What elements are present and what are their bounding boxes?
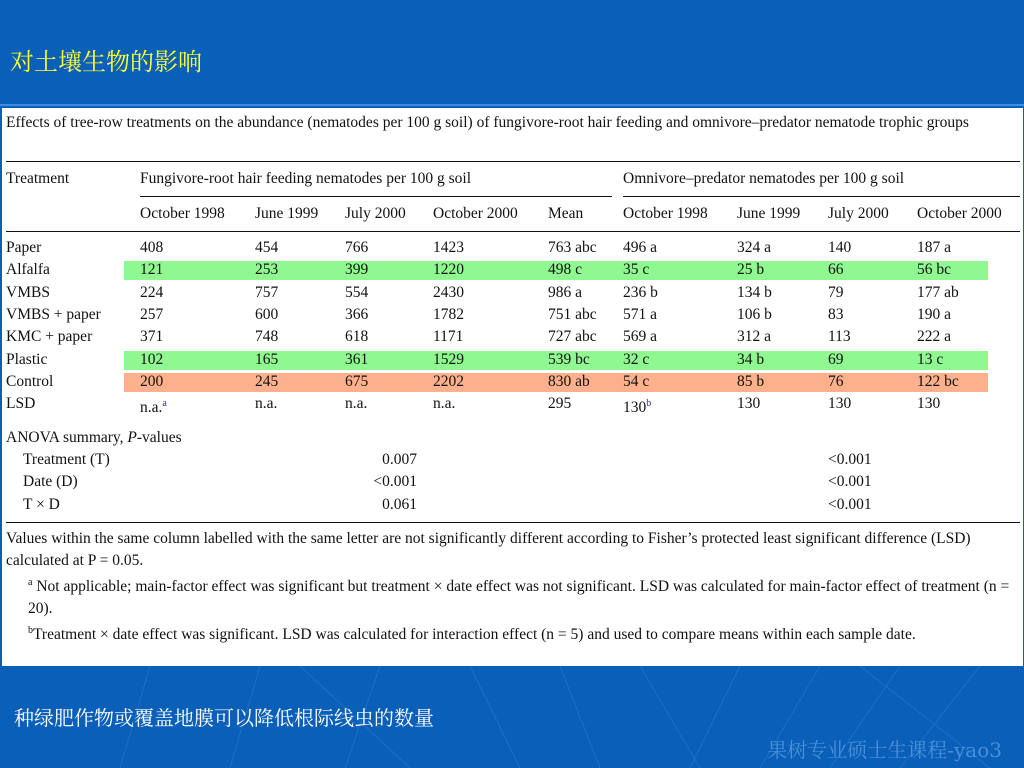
table-cell: 312 a <box>737 328 772 346</box>
table-cell: 766 <box>345 239 369 256</box>
table-cell: 408 <box>140 239 164 256</box>
table-cell: 571 a <box>623 305 658 323</box>
lsd-value: n.a.$^a$ <box>140 398 167 416</box>
table-cell: 763 abc <box>548 239 597 256</box>
table-cell: 257 <box>140 305 164 323</box>
table-cell: 32 c <box>623 350 650 368</box>
table-cell: 496 a <box>623 239 658 256</box>
treatment-header: Treatment <box>6 170 70 187</box>
table-cell: 134 b <box>737 283 772 301</box>
row-treatment: KMC + paper <box>6 328 93 346</box>
omnivore-group-header: Omnivore–predator nematodes per 100 g soil <box>623 170 905 187</box>
table-cell: 399 <box>345 261 369 279</box>
footnote-a-link[interactable]: a <box>162 398 167 409</box>
table-cell: 69 <box>828 350 844 368</box>
table-panel <box>2 108 1023 666</box>
anova-title: ANOVA summary, P-values <box>6 429 182 446</box>
table-cell: 830 ab <box>548 372 590 390</box>
table-caption: Effects of tree-row treatments on the abundance (nematodes per 100 g soil) of fungivore-root hair feeding and omnivore–predator nematode trophic groups <box>6 114 969 131</box>
row-treatment: Paper <box>6 239 42 256</box>
table-cell: 1171 <box>433 328 464 346</box>
title-divider <box>0 104 1024 106</box>
table-cell: 79 <box>828 283 844 301</box>
header-bottom-rule <box>6 231 1020 232</box>
table-cell: 361 <box>345 350 369 368</box>
table-cell: 727 abc <box>548 328 597 346</box>
lsd-value: n.a. <box>433 395 456 412</box>
table-cell: 76 <box>828 372 844 390</box>
row-treatment: Control <box>6 372 54 390</box>
table-cell: 35 c <box>623 261 650 279</box>
row-treatment: VMBS <box>6 283 50 301</box>
table-cell: 2202 <box>433 372 464 390</box>
fungivore-group-header: Fungivore-root hair feeding nematodes per 100 g soil <box>140 170 472 187</box>
lsd-label: LSD <box>6 395 36 412</box>
table-cell: 498 c <box>548 261 583 279</box>
table-cell: 85 b <box>737 372 765 390</box>
column-header: October 2000 <box>433 205 518 222</box>
table-top-rule <box>6 161 1020 162</box>
row-treatment: Alfalfa <box>6 261 50 279</box>
anova-label: T × D <box>23 495 60 513</box>
table-cell: 83 <box>828 305 844 323</box>
table-cell: 200 <box>140 372 164 390</box>
table-cell: 140 <box>828 239 852 256</box>
lsd-value: n.a. <box>255 395 278 412</box>
table-cell: 25 b <box>737 261 765 279</box>
anova-omnivore-p: <0.001 <box>828 473 872 491</box>
column-header: June 1999 <box>255 205 319 222</box>
table-cell: 165 <box>255 350 279 368</box>
table-cell: 569 a <box>623 328 658 346</box>
table-bottom-rule <box>6 522 1020 523</box>
table-cell: 2430 <box>433 283 464 301</box>
column-header: October 1998 <box>140 205 225 222</box>
table-cell: 190 a <box>917 305 952 323</box>
table-cell: 757 <box>255 283 279 301</box>
table-footnotes <box>6 528 1020 646</box>
table-cell: 986 a <box>548 283 583 301</box>
table-cell: 56 bc <box>917 261 952 279</box>
bottom-band <box>0 666 1024 768</box>
table-cell: 177 ab <box>917 283 959 301</box>
table-cell: 1423 <box>433 239 464 256</box>
column-header: June 1999 <box>737 205 801 222</box>
lsd-value: 130 <box>917 395 941 412</box>
table-cell: 675 <box>345 372 369 390</box>
footnote-main: Values within the same column labelled with the same letter are not significantly different according to Fisher’s protected least significant difference (LSD) calculated at P = 0.05. <box>6 530 971 569</box>
anova-label: Date (D) <box>23 473 78 491</box>
course-footer: 果树专业硕士生课程-yao3 <box>767 738 1002 762</box>
lsd-value: 130 <box>828 395 852 412</box>
table-cell: 1220 <box>433 261 464 279</box>
anova-label: Treatment (T) <box>23 451 110 468</box>
table-cell: 748 <box>255 328 279 346</box>
lsd-value: 130$^b$ <box>623 398 652 416</box>
table-cell: 324 a <box>737 239 772 256</box>
omnivore-group-rule <box>623 196 1020 197</box>
anova-fungivore-p: 0.061 <box>382 495 417 513</box>
table-cell: 454 <box>255 239 279 256</box>
anova-omnivore-p: <0.001 <box>828 495 872 513</box>
footnote-b-link[interactable]: b <box>646 398 652 409</box>
table-cell: 102 <box>140 350 164 368</box>
slide-subtitle: 种绿肥作物或覆盖地膜可以降低根际线虫的数量 <box>14 706 434 730</box>
table-cell: 751 abc <box>548 305 597 323</box>
anova-fungivore-p: 0.007 <box>382 451 417 468</box>
table-cell: 106 b <box>737 305 772 323</box>
table-cell: 122 bc <box>917 372 959 390</box>
column-header: October 1998 <box>623 205 708 222</box>
lsd-value: n.a. <box>345 395 368 412</box>
column-header: Mean <box>548 205 584 222</box>
row-treatment: VMBS + paper <box>6 305 101 323</box>
anova-omnivore-p: <0.001 <box>828 451 872 468</box>
table-cell: 1529 <box>433 350 464 368</box>
table-cell: 13 c <box>917 350 944 368</box>
table-cell: 1782 <box>433 305 464 323</box>
table-cell: 253 <box>255 261 279 279</box>
lsd-value: 295 <box>548 395 572 412</box>
footnote-b: $^b$Treatment × date effect was significant. LSD was calculated for interaction effect (n = 5) and used to compare means within each sample date. <box>28 625 916 643</box>
anova-fungivore-p: <0.001 <box>373 473 417 491</box>
column-header: July 2000 <box>828 205 889 222</box>
footnote-a: $^a$ Not applicable; main-factor effect was significant but treatment × date effect was not significant. LSD was calculated for main-factor effect of treatment (n = 20). <box>28 577 1010 617</box>
table-cell: 539 bc <box>548 350 590 368</box>
table-cell: 554 <box>345 283 369 301</box>
table-cell: 66 <box>828 261 844 279</box>
table-cell: 187 a <box>917 239 952 256</box>
slide-title: 对土壤生物的影响 <box>10 48 202 76</box>
table-cell: 236 b <box>623 283 658 301</box>
row-treatment: Plastic <box>6 350 48 368</box>
fungivore-group-rule <box>140 196 612 197</box>
table-cell: 224 <box>140 283 164 301</box>
table-cell: 121 <box>140 261 164 279</box>
column-header: October 2000 <box>917 205 1002 222</box>
table-cell: 34 b <box>737 350 765 368</box>
lsd-value: 130 <box>737 395 761 412</box>
table-cell: 600 <box>255 305 279 323</box>
table-cell: 113 <box>828 328 851 346</box>
table-cell: 222 a <box>917 328 952 346</box>
table-cell: 366 <box>345 305 369 323</box>
table-cell: 54 c <box>623 372 650 390</box>
table-cell: 618 <box>345 328 369 346</box>
column-header: July 2000 <box>345 205 406 222</box>
table-cell: 371 <box>140 328 164 346</box>
table-cell: 245 <box>255 372 279 390</box>
